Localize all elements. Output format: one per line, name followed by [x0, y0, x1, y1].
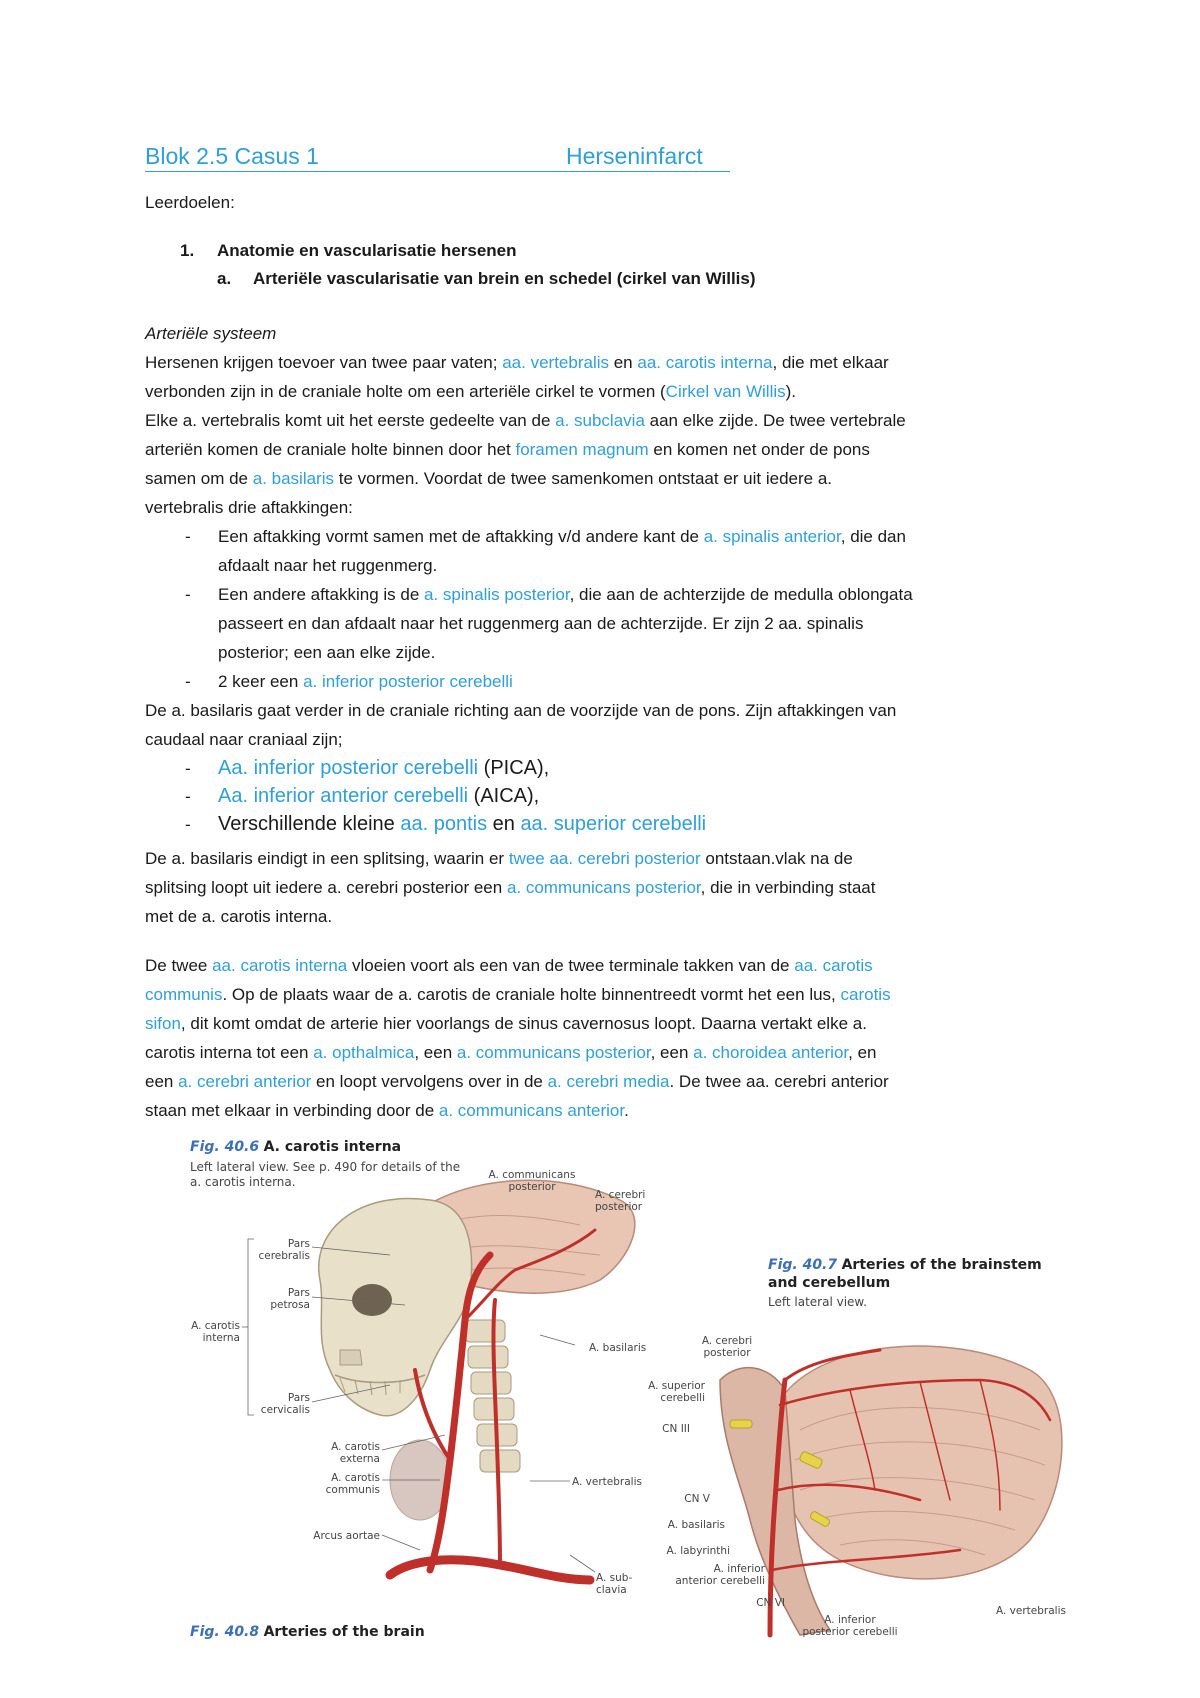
- label-labyrinthi: A. labyrinthi: [666, 1545, 730, 1557]
- label-superior-cerebelli: A. superior cerebelli: [648, 1380, 705, 1404]
- label-pars-petrosa: Pars petrosa: [270, 1287, 310, 1311]
- paragraph-line: samen om de a. basilaris te vormen. Voordat de twee samenkomen ontstaat er uit iedere a.: [145, 469, 833, 488]
- paragraph-line: splitsing loopt uit iedere a. cerebri posterior een a. communicans posterior, die in verbinding staat: [145, 878, 876, 897]
- label-communicans-posterior: A. communicans posterior: [488, 1169, 576, 1193]
- figure-subcaption-left: Left lateral view. See p. 490 for details of the a. carotis interna.: [190, 1160, 461, 1189]
- section-heading: Arteriële systeem: [145, 324, 277, 343]
- bullet-dash: -: [185, 787, 191, 806]
- paragraph-line: De a. basilaris eindigt in een splitsing, waarin er twee aa. cerebri posterior ontstaan.vlak na de: [145, 849, 853, 868]
- figure-caption-right: Fig. 40.7 Arteries of the brainstem: [768, 1257, 1042, 1273]
- paragraph-line: met de a. carotis interna.: [145, 907, 333, 926]
- bullet-dash: -: [185, 815, 191, 834]
- paragraph-line: vertebralis drie aftakkingen:: [145, 498, 353, 517]
- label-cerebri-posterior: A. cerebri posterior: [595, 1189, 646, 1213]
- label-basilaris-right: A. basilaris: [667, 1519, 725, 1531]
- document-page: Blok 2.5 Casus 1 Herseninfarct Leerdoelen: 1. Anatomie en vascularisatie hersenen a. Arteriële vascularisatie van brein en schedel (cirkel van Willis) Arteriële systeem Hersenen krijgen toevoer van twee paar vaten; aa. vertebralis en aa. carotis interna, die met elkaar verbonden zijn in de craniale holte om een arteriële cirkel te vormen (Cirkel van Willis). Elke a. vertebralis komt uit het eerste gedeelte van de a. subclavia aan elke zijde. De twee vertebrale arteriën komen de craniale holte binnen door het foramen magnum en komen net onder de pons samen om de a. basilaris te vormen. Voordat de twee samenkomen ontstaat er uit iedere a. vertebralis drie aftakkingen: - Een aftakking vormt samen met de aftakking v/d andere kant de a. spinalis anterior, die dan afdaalt naar het ruggenmerg. - Een andere aftakking is de a. spinalis posterior, die aan de achterzijde de medulla oblongata passeert en dan afdaalt naar het ruggenmerg aan de achterzijde. Er zijn 2 aa. spinalis posterior; een aan elke zijde. - 2 keer een a. inferior posterior cerebelli De a. basilaris gaat verder in de craniale richting aan de voorzijde van de pons. Zijn aftakkingen van caudaal naar craniaal zijn; - Aa. inferior posterior cerebelli (PICA), - Aa. inferior anterior cerebelli (AICA), - Verschillende kleine aa. pontis en aa. superior cerebelli De a. basilaris eindigt in een splitsing, waarin er twee aa. cerebri posterior ontstaan.vlak na de splitsing loopt uit iedere a. cerebri posterior een a. communicans posterior, die in verbinding staat met de a. carotis interna. De twee aa. carotis interna vloeien voort als een van de twee terminale takken van de aa. carotis communis. Op de plaats waar de a. carotis de craniale holte binnentreedt vormt het een lus, carotis sifon, dit komt omdat de arterie hier voorlangs de sinus cavernosus loopt. Daarna vertakt elke a. carotis interna tot een a. opthalmica, een a. communicans posterior, een a. choroidea anterior, en een a. cerebri anterior en loopt vervolgens over in de a. cerebri media. De twee aa. cerebri anterior staan met elkaar in verbinding door de a. communicans anterior. Fig. 40.6 A. carotis interna Left lateral view. See p. 490 for details of the a. carotis interna. A. communicans posterior A. cerebri posterior Pars cerebralis Pars petrosa A. carotis interna A. basilaris Pars cervicalis A. carotis externa A. carotis communis A. vertebralis Arcus aortae A. sub- clavia Fig. 40.8 Arteries of the brain Fig. 40.7 Arteries of the brainstem and cerebellum Left lateral view. A. cerebri posterior A. superior cerebelli CN III CN V A. basilaris A. labyrinthi A. inferior anterior cerebelli CN VI A. vertebralis A. inferior posterior cerebelli: [0, 0, 1200, 1698]
- label-inferior-posterior-cerebelli: A. inferior posterior cerebelli: [802, 1614, 898, 1638]
- label-pars-cerebralis: Pars cerebralis: [258, 1238, 310, 1262]
- figure-caption-right-2: and cerebellum: [768, 1275, 891, 1291]
- paragraph-line: staan met elkaar in verbinding door de a. communicans anterior.: [145, 1101, 629, 1120]
- bullet-dash: -: [185, 672, 191, 691]
- paragraph-line: Hersenen krijgen toevoer van twee paar vaten; aa. vertebralis en aa. carotis interna, die met elkaar: [145, 353, 889, 372]
- label-carotis-externa: A. carotis externa: [331, 1441, 380, 1465]
- paragraph-line: De twee aa. carotis interna vloeien voort als een van de twee terminale takken van de aa. carotis: [145, 956, 873, 975]
- bullet-dash: -: [185, 759, 191, 778]
- figure-caption-left: Fig. 40.6 A. carotis interna: [190, 1139, 402, 1155]
- label-basilaris-left: A. basilaris: [589, 1342, 647, 1354]
- paragraph-line: De a. basilaris gaat verder in de craniale richting aan de voorzijde van de pons. Zijn aftakkingen van: [145, 701, 897, 720]
- paragraph-line: arteriën komen de craniale holte binnen door het foramen magnum en komen net onder de pons: [145, 440, 870, 459]
- leerdoelen-label: Leerdoelen:: [145, 193, 235, 212]
- label-inferior-anterior-cerebelli: A. inferior anterior cerebelli: [675, 1563, 765, 1587]
- label-cn3: CN III: [662, 1423, 690, 1435]
- cerebellum-illustration: [700, 1320, 1080, 1640]
- figure-caption-bottom: Fig. 40.8 Arteries of the brain: [190, 1624, 425, 1640]
- bullet-line: posterior; een aan elke zijde.: [218, 643, 436, 662]
- bullet-line: Verschillende kleine aa. pontis en aa. superior cerebelli: [218, 813, 707, 835]
- title-left: Blok 2.5 Casus 1: [145, 143, 319, 169]
- paragraph-line: verbonden zijn in de craniale holte om een arteriële cirkel te vormen (Cirkel van Willis).: [145, 382, 797, 401]
- bullet-line: Aa. inferior posterior cerebelli (PICA),: [218, 757, 550, 779]
- bullet-dash: -: [185, 527, 191, 546]
- label-vertebralis-left: A. vertebralis: [572, 1476, 642, 1488]
- paragraph-line: Elke a. vertebralis komt uit het eerste gedeelte van de a. subclavia aan elke zijde. De twee vertebrale: [145, 411, 906, 430]
- page-title: [145, 142, 730, 172]
- label-carotis-interna: A. carotis interna: [191, 1320, 240, 1344]
- label-carotis-communis: A. carotis communis: [325, 1472, 380, 1496]
- bullet-line: Een andere aftakking is de a. spinalis posterior, die aan de achterzijde de medulla oblongata: [218, 585, 913, 604]
- bullet-line: Een aftakking vormt samen met de aftakking v/d andere kant de a. spinalis anterior, die dan: [218, 527, 906, 546]
- label-cn6: CN VI: [756, 1597, 785, 1609]
- bullet-line: passeert en dan afdaalt naar het ruggenmerg aan de achterzijde. Er zijn 2 aa. spinalis: [218, 614, 864, 633]
- label-cn5: CN V: [684, 1493, 710, 1505]
- paragraph-line: een a. cerebri anterior en loopt vervolgens over in de a. cerebri media. De twee aa. cerebri anterior: [145, 1072, 889, 1091]
- label-subclavia: A. sub- clavia: [596, 1572, 633, 1596]
- label-arcus-aortae: Arcus aortae: [313, 1530, 380, 1542]
- figure-subcaption-right: Left lateral view.: [768, 1295, 867, 1309]
- label-brace-lines: [240, 1235, 620, 1605]
- bullet-line: 2 keer een a. inferior posterior cerebelli: [218, 672, 513, 691]
- title-right: Herseninfarct: [566, 143, 703, 169]
- bullet-dash: -: [185, 585, 191, 604]
- bullet-line: Aa. inferior anterior cerebelli (AICA),: [218, 785, 540, 807]
- paragraph-line: carotis interna tot een a. opthalmica, een a. communicans posterior, een a. choroidea anterior, en: [145, 1043, 877, 1062]
- label-cerebri-posterior-right: A. cerebri posterior: [701, 1335, 753, 1359]
- label-vertebralis-right: A. vertebralis: [996, 1605, 1066, 1617]
- label-pars-cervicalis: Pars cervicalis: [260, 1392, 310, 1416]
- paragraph-line: sifon, dit komt omdat de arterie hier voorlangs de sinus cavernosus loopt. Daarna vertakt elke a.: [145, 1014, 867, 1033]
- bullet-line: afdaalt naar het ruggenmerg.: [218, 556, 438, 575]
- paragraph-line: caudaal naar craniaal zijn;: [145, 730, 343, 749]
- paragraph-line: communis. Op de plaats waar de a. carotis de craniale holte binnentreedt vormt het een lus, carotis: [145, 985, 891, 1004]
